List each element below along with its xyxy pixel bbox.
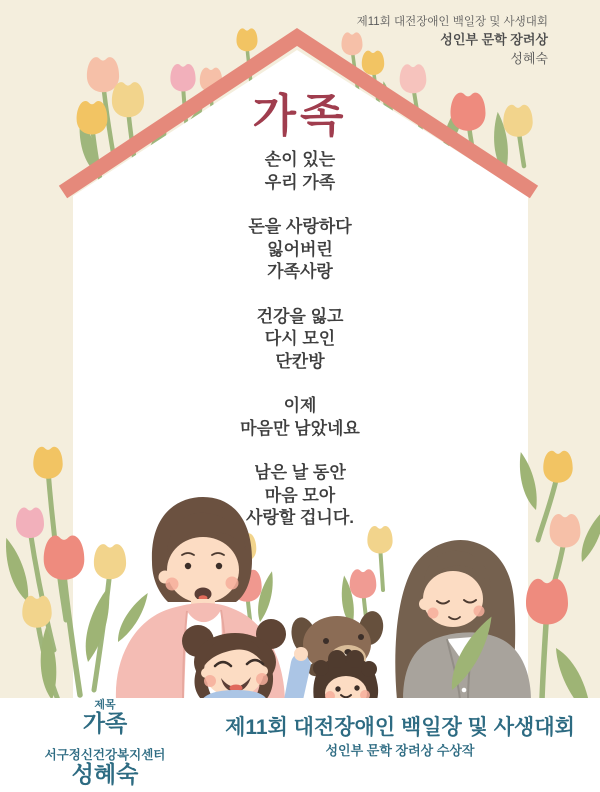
poem-line: 건강을 잃고 — [256, 306, 344, 326]
poem-title: 가족 — [252, 90, 348, 141]
contest-title: 제11회 대전장애인 백일장 및 사생대회 — [225, 716, 575, 739]
award-header — [357, 15, 548, 66]
poem-line: 우리 가족 — [264, 172, 336, 192]
author-name: 성혜숙 — [71, 761, 139, 787]
poem-stanza — [0, 395, 600, 440]
poem-stanza — [0, 306, 600, 374]
tulip-icon — [526, 579, 568, 625]
poem-stanza — [0, 462, 600, 530]
credit-block — [25, 699, 185, 786]
organization-name: 서구정신건강복지센터 — [44, 748, 166, 762]
poem-line: 손이 있는 — [264, 150, 336, 169]
poem-line: 단칸방 — [275, 351, 325, 371]
tulip-icon — [400, 64, 427, 93]
title-label: 제목 — [94, 699, 116, 711]
contest-block — [210, 716, 590, 759]
poem-line: 가족사랑 — [267, 262, 333, 281]
poem-line: 남은 날 동안 — [254, 463, 346, 482]
work-title: 가족 — [82, 710, 128, 736]
author-name: 성혜숙 — [510, 51, 548, 66]
poem-stanza — [0, 216, 600, 284]
tulip-icon — [237, 28, 258, 51]
poem-line: 잃어버린 — [267, 239, 333, 259]
award-note: 성인부 문학 장려상 수상작 — [325, 743, 475, 758]
tulip-icon — [170, 64, 195, 91]
tulip-icon — [350, 569, 377, 598]
poem-line: 돈을 사랑하다 — [248, 217, 352, 236]
poem-line: 마음 모아 — [264, 485, 336, 505]
poem-line: 이제 — [283, 396, 317, 415]
poem-line: 사랑할 겁니다. — [246, 508, 354, 527]
tulip-icon — [87, 57, 119, 92]
award-category: 성인부 문학 장려상 — [440, 32, 548, 47]
poem-line: 마음만 남았네요 — [240, 418, 360, 438]
tulip-icon — [22, 596, 51, 628]
contest-title: 제11회 대전장애인 백일장 및 사생대회 — [356, 16, 548, 28]
poem-body — [0, 149, 600, 552]
poem-stanza — [0, 149, 600, 194]
poem-line: 다시 모인 — [264, 329, 336, 348]
